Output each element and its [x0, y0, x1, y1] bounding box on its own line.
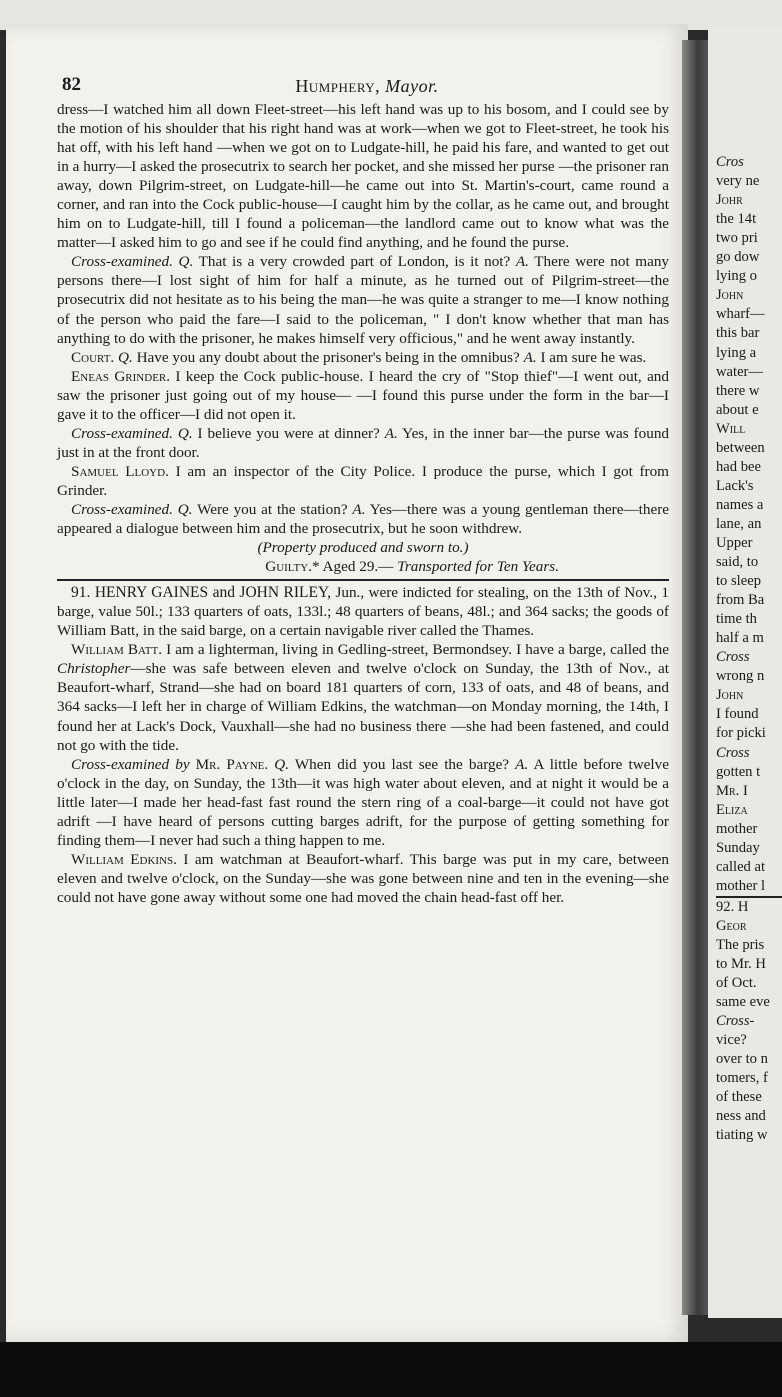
- witness-paragraph: [57, 462, 669, 500]
- question: Were you at the station?: [197, 500, 348, 518]
- adjacent-line: said, to: [716, 554, 759, 571]
- witness-name: William Batt.: [71, 641, 162, 659]
- answer-marker: A.: [384, 424, 398, 442]
- question: When did you last see the barge?: [294, 755, 510, 773]
- adjacent-line: tomers, f: [716, 1070, 768, 1087]
- adjacent-line: lane, an: [716, 515, 762, 532]
- question-marker: Q.: [274, 755, 290, 773]
- adjacent-line: time th: [716, 611, 757, 628]
- adjacent-line: Cross-: [716, 1013, 755, 1030]
- adjacent-page-fragment: [708, 28, 782, 1318]
- verdict-line: [57, 557, 559, 576]
- scan-bottom-edge: [0, 1342, 782, 1397]
- answer: Yes, in the inner bar—the purse was found just in at the front door.: [57, 424, 670, 461]
- running-head: [62, 76, 672, 97]
- question-marker: Q.: [178, 253, 194, 271]
- label: Court.: [71, 348, 115, 366]
- adjacent-line: of these: [716, 1089, 762, 1106]
- adjacent-page-lines: [716, 134, 782, 1145]
- adjacent-line: very ne: [716, 173, 760, 190]
- adjacent-line: about e: [716, 401, 759, 418]
- adjacent-line: wrong n: [716, 668, 765, 685]
- adjacent-line: half a m: [716, 630, 764, 647]
- case-number: 91. HENRY GAINES and JOHN RILEY,: [71, 584, 332, 602]
- adjacent-line: 92. H: [716, 896, 782, 917]
- answer: I am sure he was.: [540, 348, 647, 366]
- adjacent-line: names a: [716, 496, 764, 513]
- answer-marker: A.: [515, 755, 529, 773]
- book-gutter: [682, 40, 708, 1315]
- adjacent-line: John: [716, 687, 744, 704]
- page-body: [57, 100, 669, 907]
- testimony: I am watchman at Beaufort-wharf. This barge was put in my care, between eleven and twelve o'clock, on the Sunday—she was gone between nine and ten in the evening—she could not have gone away without some one had moved the chain head-fast off her.: [57, 850, 670, 906]
- running-head-title: Mayor.: [385, 76, 439, 96]
- witness-paragraph: [57, 367, 669, 424]
- answer-marker: A.: [352, 500, 366, 518]
- question-marker: Q.: [177, 500, 193, 518]
- cross-examination-paragraph: [57, 252, 669, 347]
- adjacent-line: this bar: [716, 325, 760, 342]
- verdict: Guilty.*: [265, 558, 320, 576]
- adjacent-line: go dow: [716, 249, 760, 266]
- label: Cross-examined.: [71, 253, 173, 271]
- adjacent-line: Cros: [716, 154, 744, 171]
- adjacent-line: mother l: [716, 877, 766, 894]
- cross-examination-paragraph: [57, 755, 669, 850]
- adjacent-line: John: [716, 287, 744, 304]
- adjacent-line: of Oct.: [716, 975, 757, 992]
- adjacent-line: lying o: [716, 268, 757, 285]
- adjacent-line: Upper: [716, 534, 753, 551]
- property-note: [57, 538, 669, 557]
- answer: Yes—there was a young gentleman there—there appeared a dialogue between him and the prosecutrix, but he soon withdrew.: [57, 500, 670, 538]
- answer-marker: A.: [515, 253, 529, 271]
- label: Cross-examined.: [71, 500, 173, 518]
- adjacent-line: to sleep: [716, 573, 761, 590]
- adjacent-line: Lack's: [716, 477, 754, 494]
- question-marker: Q.: [118, 348, 133, 366]
- label: Cross-examined by: [71, 755, 190, 773]
- witness-name: Eneas Grinder.: [71, 367, 171, 385]
- adjacent-line: the 14t: [716, 211, 757, 228]
- testimony: I am an inspector of the City Police. I produce the purse, which I got from Grinder.: [57, 462, 669, 499]
- counsel: Mr. Payne.: [195, 755, 269, 773]
- adjacent-line: I found: [716, 706, 759, 723]
- testimony: I am a lighterman, living in Gedling-street, Bermondsey. I have a barge, called the: [166, 641, 669, 659]
- adjacent-line: ness and: [716, 1108, 766, 1125]
- adjacent-line: over to n: [716, 1051, 768, 1068]
- question: I believe you were at dinner?: [197, 424, 380, 442]
- case-divider: [57, 579, 669, 581]
- adjacent-line: there w: [716, 382, 760, 399]
- adjacent-line: mother: [716, 820, 758, 837]
- adjacent-line: [716, 134, 782, 153]
- adjacent-line: water—: [716, 363, 764, 380]
- testimony: I keep the Cock public-house. I heard the cry of "Stop thief"—I went out, and saw the prisoner just going out of my house— —I found this purse under the form in the bar—I gave it to the officer—I did not open it.: [57, 367, 669, 423]
- witness-paragraph: [57, 640, 669, 754]
- cross-examination-paragraph: [57, 424, 669, 462]
- answer-marker: A.: [523, 348, 537, 366]
- indictment: Jun., were indicted for stealing, on the 13th of Nov., 1 barge, value 50l.; 133 quarters of oats, 133l.; 48 quarters of beans, 48l.; and 364 sacks; the goods of William Batt, in the said barge, on a certain navigable river called the Thames.: [57, 584, 669, 640]
- adjacent-line: Geor: [716, 917, 747, 934]
- question: Have you any doubt about the prisoner's being in the omnibus?: [136, 348, 520, 366]
- paragraph: dress—I watched him all down Fleet-street—his left hand was up to his bosom, and I could see by the motion of his shoulder that his right hand was at work—when we got to Fleet-street, he took his hat off, with his left hand —when we got on to Ludgate-hill, he paid his fare, and wanted to get out in a hurry—I asked the prosecutrix to search her pocket, and she missed her purse —the prisoner ran away, down Pilgrim-street, on Ludgate-hill—he came out into St. Martin's-court, came round a corner, and ran into the Cock public-house—I caught him by the collar, as he came out, and brought him on to Ludgate-hill, till I found a policeman—the landlord came out to know what was the matter—I asked him to go and see if he could find anything, and he found the purse.: [57, 101, 669, 252]
- adjacent-line: to Mr. H: [716, 956, 766, 973]
- age: Aged 29.—: [322, 558, 394, 576]
- adjacent-line: Eliza: [716, 801, 748, 818]
- adjacent-line: two pri: [716, 230, 758, 247]
- property-note-text: (Property produced and sworn to.): [257, 539, 469, 557]
- adjacent-line: Cross: [716, 744, 750, 761]
- adjacent-line: had bee: [716, 458, 761, 475]
- adjacent-line: Sunday: [716, 839, 760, 856]
- adjacent-line: from Ba: [716, 592, 765, 609]
- court-paragraph: [57, 348, 669, 367]
- adjacent-line: gotten t: [716, 763, 761, 780]
- page-number: 82: [62, 74, 81, 95]
- adjacent-line: called at: [716, 858, 766, 875]
- adjacent-line: between: [716, 439, 765, 456]
- answer: A little before twelve o'clock in the day, on Sunday, the 13th—it was high water about eleven, and at night it would be a little later—I made her head-fast fast round the stern ring of a coal-barge—it could not have got adrift —I have heard of persons cutting barges adrift, for the purpose of getting something for finding them—I never had such a thing happen to me.: [57, 755, 669, 849]
- adjacent-line: Cross: [716, 649, 750, 666]
- case-heading: [57, 583, 669, 640]
- question: That is a very crowded part of London, is it not?: [198, 253, 511, 271]
- witness-name: William Edkins.: [71, 850, 177, 868]
- cross-examination-paragraph: [57, 500, 669, 538]
- adjacent-line: Will: [716, 420, 746, 437]
- adjacent-line: vice?: [716, 1032, 747, 1049]
- adjacent-line: Mr. I: [716, 782, 748, 799]
- testimony-continued: —she was safe between eleven and twelve o'clock on Sunday, the 13th of Nov., at Beaufort-wharf, Strand—she had on board 181 quarters of corn, 133 of oats, and 48 of beans, and 364 sacks—I left her in charge of William Edkins, the watchman—on Monday morning, the 14th, I found her at Lack's Dock, Vauxhall—she had no business there —she had been fastened, and could not go with the tide.: [57, 660, 669, 754]
- barge-name: Christopher: [57, 660, 131, 678]
- adjacent-line: for picki: [716, 725, 766, 742]
- question-marker: Q.: [177, 424, 193, 442]
- adjacent-line: lying a: [716, 344, 757, 361]
- answer: There were not many persons there—I lost sight of him for half a minute, as he turned out of Pilgrim-street—the prosecutrix did not hesitate as to his being the man—he was quite a stranger to me—I know nothing of the person who paid the fare—I said to the policeman, " I don't know whether that man has anything to do with the prisoner, he makes himself very officious," and he went away instantly.: [57, 253, 670, 347]
- label: Cross-examined.: [71, 424, 173, 442]
- running-head-name: Humphery,: [295, 76, 381, 96]
- sentence: Transported for Ten Years.: [397, 558, 559, 576]
- witness-name: Samuel Lloyd.: [71, 462, 169, 480]
- adjacent-line: wharf—: [716, 306, 765, 323]
- adjacent-line: The pris: [716, 936, 765, 953]
- adjacent-line: Johr: [716, 192, 743, 209]
- witness-paragraph: [57, 850, 669, 907]
- adjacent-line: same eve: [716, 994, 770, 1011]
- adjacent-line: tiating w: [716, 1127, 768, 1144]
